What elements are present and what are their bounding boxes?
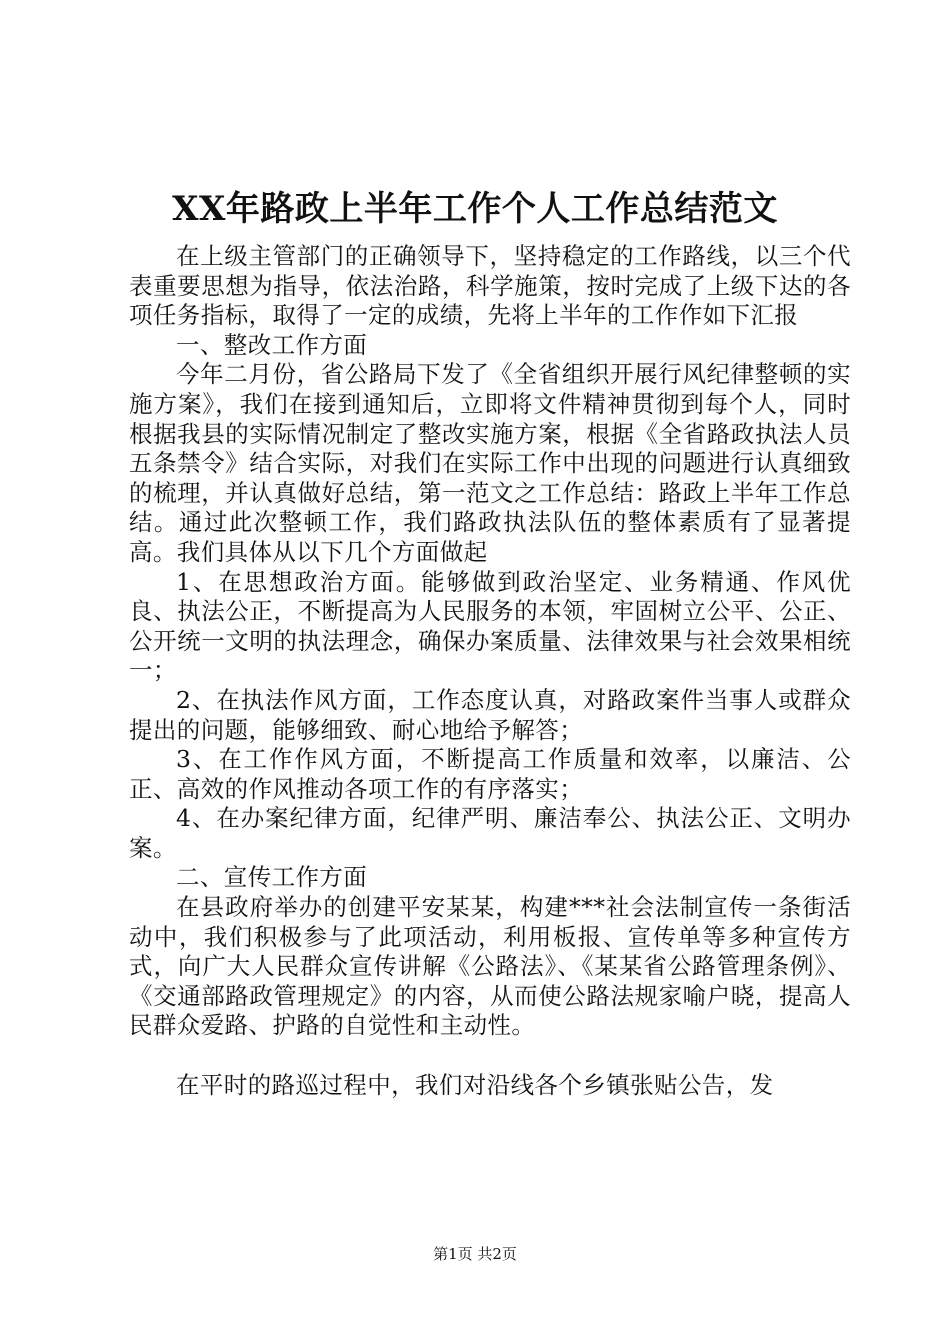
- list-item-discipline: 4、在办案纪律方面，纪律严明、廉洁奉公、执法公正、文明办案。: [129, 804, 851, 862]
- page-footer: 第1页 共2页: [433, 1245, 517, 1263]
- paragraph-publicity: 在县政府举办的创建平安某某，构建***社会法制宣传一条街活动中，我们积极参与了此项活动，利用板报、宣传单等多种宣传方式，向广大人民群众宣传讲解《公路法》、《某某省公路管理条例》、《交通部路政管理规定》的内容，从而使公路法规家喻户晓，提高人民群众爱路、护路的自觉性和主动性。: [129, 893, 851, 1040]
- list-item-law-enforcement: 2、在执法作风方面，工作态度认真，对路政案件当事人或群众提出的问题，能够细致、耐心地给予解答；: [129, 685, 851, 744]
- list-item-work-style: 3、在工作作风方面，不断提高工作质量和效率，以廉洁、公正、高效的作风推动各项工作的有序落实；: [129, 745, 851, 803]
- section-heading-rectification: 一、整改工作方面: [176, 330, 368, 359]
- list-item-political: 1、在思想政治方面。能够做到政治坚定、业务精通、作风优良、执法公正，不断提高为人民服务的本领，牢固树立公平、公正、公开统一文明的执法理念，确保办案质量、法律效果与社会效果相统一；: [129, 567, 851, 685]
- document-body: [129, 242, 851, 1100]
- paragraph-rectification: 今年二月份，省公路局下发了《全省组织开展行风纪律整顿的实施方案》，我们在接到通知后，立即将文件精神贯彻到每个人，同时根据我县的实际情况制定了整改实施方案，根据《全省路政执法人员五条禁令》结合实际，对我们在实际工作中出现的问题进行认真细致的梳理，并认真做好总结，第一范文之工作总结：路政上半年工作总结。通过此次整顿工作，我们路政执法队伍的整体素质有了显著提高。我们具体从以下几个方面做起: [129, 360, 851, 566]
- paragraph-patrol: 在平时的路巡过程中，我们对沿线各个乡镇张贴公告，发: [176, 1070, 774, 1099]
- document-title: XX年路政上半年工作个人工作总结范文: [172, 189, 778, 229]
- paragraph-intro: 在上级主管部门的正确领导下，坚持稳定的工作路线，以三个代表重要思想为指导，依法治路，科学施策，按时完成了上级下达的各项任务指标，取得了一定的成绩，先将上半年的工作作如下汇报: [129, 242, 851, 330]
- section-heading-publicity: 二、宣传工作方面: [176, 863, 368, 892]
